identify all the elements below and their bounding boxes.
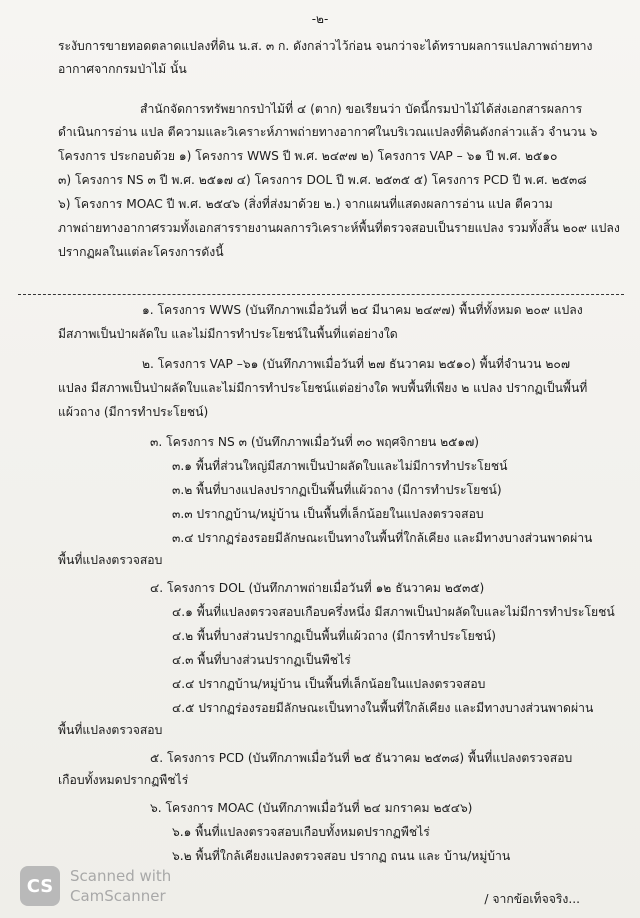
- section-2-heading: ๒. โครงการ VAP –๖๑ (บันทึกภาพเมื่อวันที่ ๒๗ ธันวาคม ๒๕๑๐) พื้นที่จำนวน ๒๐๗: [142, 357, 570, 371]
- section-4-item: ๔.๔ ปรากฏบ้าน/หมู่บ้าน เป็นพื้นที่เล็กน้อยในแปลงตรวจสอบ: [172, 677, 486, 691]
- paragraph-2-line: โครงการ ประกอบด้วย ๑) โครงการ WWS ปี พ.ศ. ๒๔๙๗ ๒) โครงการ VAP – ๖๑ ปี พ.ศ. ๒๕๑๐: [58, 149, 558, 163]
- page-number: -๒-: [311, 12, 329, 26]
- section-5-heading: ๕. โครงการ PCD (บันทึกภาพเมื่อวันที่ ๒๕ ธันวาคม ๒๕๓๘) พื้นที่แปลงตรวจสอบ: [150, 751, 573, 765]
- section-1-line: มีสภาพเป็นป่าผลัดใบ และไม่มีการทำประโยชน์ในพื้นที่แต่อย่างใด: [58, 327, 398, 341]
- section-divider: [18, 294, 624, 295]
- section-3-heading: ๓. โครงการ NS ๓ (บันทึกภาพเมื่อวันที่ ๓๐ พฤศจิกายน ๒๕๑๗): [150, 435, 480, 449]
- section-4-heading: ๔. โครงการ DOL (บันทึกภาพถ่ายเมื่อวันที่ ๑๒ ธันวาคม ๒๕๓๕): [150, 581, 485, 595]
- section-3-item: ๓.๒ พื้นที่บางแปลงปรากฏเป็นพื้นที่แผ้วถาง (มีการทำประโยชน์): [172, 483, 502, 497]
- section-6-item: ๖.๒ พื้นที่ใกล้เคียงแปลงตรวจสอบ ปรากฏ ถนน และ บ้าน/หมู่บ้าน: [172, 849, 511, 863]
- continuation-text: / จากข้อเท็จจริง...: [484, 892, 580, 906]
- camscanner-watermark: [70, 866, 171, 906]
- paragraph-2-line: ภาพถ่ายทางอากาศรวมทั้งเอกสารรายงานผลการวิเคราะห์พื้นที่ตรวจสอบเป็นรายแปลง รวมทั้งสิ้น ๒๐๙ แปลง: [58, 221, 620, 235]
- section-4-line: พื้นที่แปลงตรวจสอบ: [58, 723, 163, 737]
- section-3-line: พื้นที่แปลงตรวจสอบ: [58, 553, 163, 567]
- paragraph-1-line: อากาศจากกรมป่าไม้ นั้น: [58, 62, 187, 76]
- section-4-item: ๔.๓ พื้นที่บางส่วนปรากฏเป็นพืชไร่: [172, 653, 351, 667]
- section-4-item: ๔.๑ พื้นที่แปลงตรวจสอบเกือบครึ่งหนึ่ง มีสภาพเป็นป่าผลัดใบและไม่มีการทำประโยชน์: [172, 605, 615, 619]
- section-2-line: แปลง มีสภาพเป็นป่าผลัดใบและไม่มีการทำประโยชน์แต่อย่างใด พบพื้นที่เพียง ๒ แปลง ปรากฏเป็นพื้นที่: [58, 381, 588, 395]
- camscanner-logo-icon: CS: [20, 866, 60, 906]
- paragraph-2-line: สำนักจัดการทรัพยากรป่าไม้ที่ ๔ (ตาก) ขอเรียนว่า บัดนี้กรมป่าไม้ได้ส่งเอกสารผลการ: [140, 102, 583, 116]
- watermark-line-1: Scanned with: [70, 867, 172, 885]
- watermark-line-2: CamScanner: [70, 887, 166, 905]
- section-4-item: ๔.๒ พื้นที่บางส่วนปรากฏเป็นพื้นที่แผ้วถาง (มีการทำประโยชน์): [172, 629, 497, 643]
- section-6-heading: ๖. โครงการ MOAC (บันทึกภาพเมื่อวันที่ ๒๔ มกราคม ๒๕๔๖): [150, 801, 473, 815]
- paragraph-2-line: ๓) โครงการ NS ๓ ปี พ.ศ. ๒๕๑๗ ๔) โครงการ DOL ปี พ.ศ. ๒๕๓๕ ๕) โครงการ PCD ปี พ.ศ. ๒๕๓๘: [58, 173, 587, 187]
- paragraph-2-line: ดำเนินการอ่าน แปล ตีความและวิเคราะห์ภาพถ่ายทางอากาศในบริเวณแปลงที่ดินดังกล่าวแล้ว จำนวน ๖: [58, 125, 598, 139]
- section-4-item: ๔.๕ ปรากฏร่องรอยมีลักษณะเป็นทางในพื้นที่ใกล้เคียง และมีทางบางส่วนพาดผ่าน: [172, 701, 594, 715]
- paragraph-2-line: ๖) โครงการ MOAC ปี พ.ศ. ๒๕๔๖ (สิ่งที่ส่งมาด้วย ๒.) จากแผนที่แสดงผลการอ่าน แปล ตีความ: [58, 197, 553, 211]
- section-3-item: ๓.๔ ปรากฏร่องรอยมีลักษณะเป็นทางในพื้นที่ใกล้เคียง และมีทางบางส่วนพาดผ่าน: [172, 531, 593, 545]
- section-2-line: แผ้วถาง (มีการทำประโยชน์): [58, 405, 209, 419]
- section-3-item: ๓.๑ พื้นที่ส่วนใหญ่มีสภาพเป็นป่าผลัดใบและไม่มีการทำประโยชน์: [172, 459, 508, 473]
- section-1-heading: ๑. โครงการ WWS (บันทึกภาพเมื่อวันที่ ๒๔ มีนาคม ๒๔๙๗) พื้นที่ทั้งหมด ๒๐๙ แปลง: [142, 303, 583, 317]
- section-3-item: ๓.๓ ปรากฏบ้าน/หมู่บ้าน เป็นพื้นที่เล็กน้อยในแปลงตรวจสอบ: [172, 507, 484, 521]
- paragraph-2-line: ปรากฏผลในแต่ละโครงการดังนี้: [58, 245, 224, 259]
- section-6-item: ๖.๑ พื้นที่แปลงตรวจสอบเกือบทั้งหมดปรากฏพืชไร่: [172, 825, 430, 839]
- section-5-line: เกือบทั้งหมดปรากฏพืชไร่: [58, 773, 189, 787]
- paragraph-1-line: ระงับการขายทอดตลาดแปลงที่ดิน น.ส. ๓ ก. ดังกล่าวไว้ก่อน จนกว่าจะได้ทราบผลการแปลภาพถ่ายทาง: [58, 39, 593, 53]
